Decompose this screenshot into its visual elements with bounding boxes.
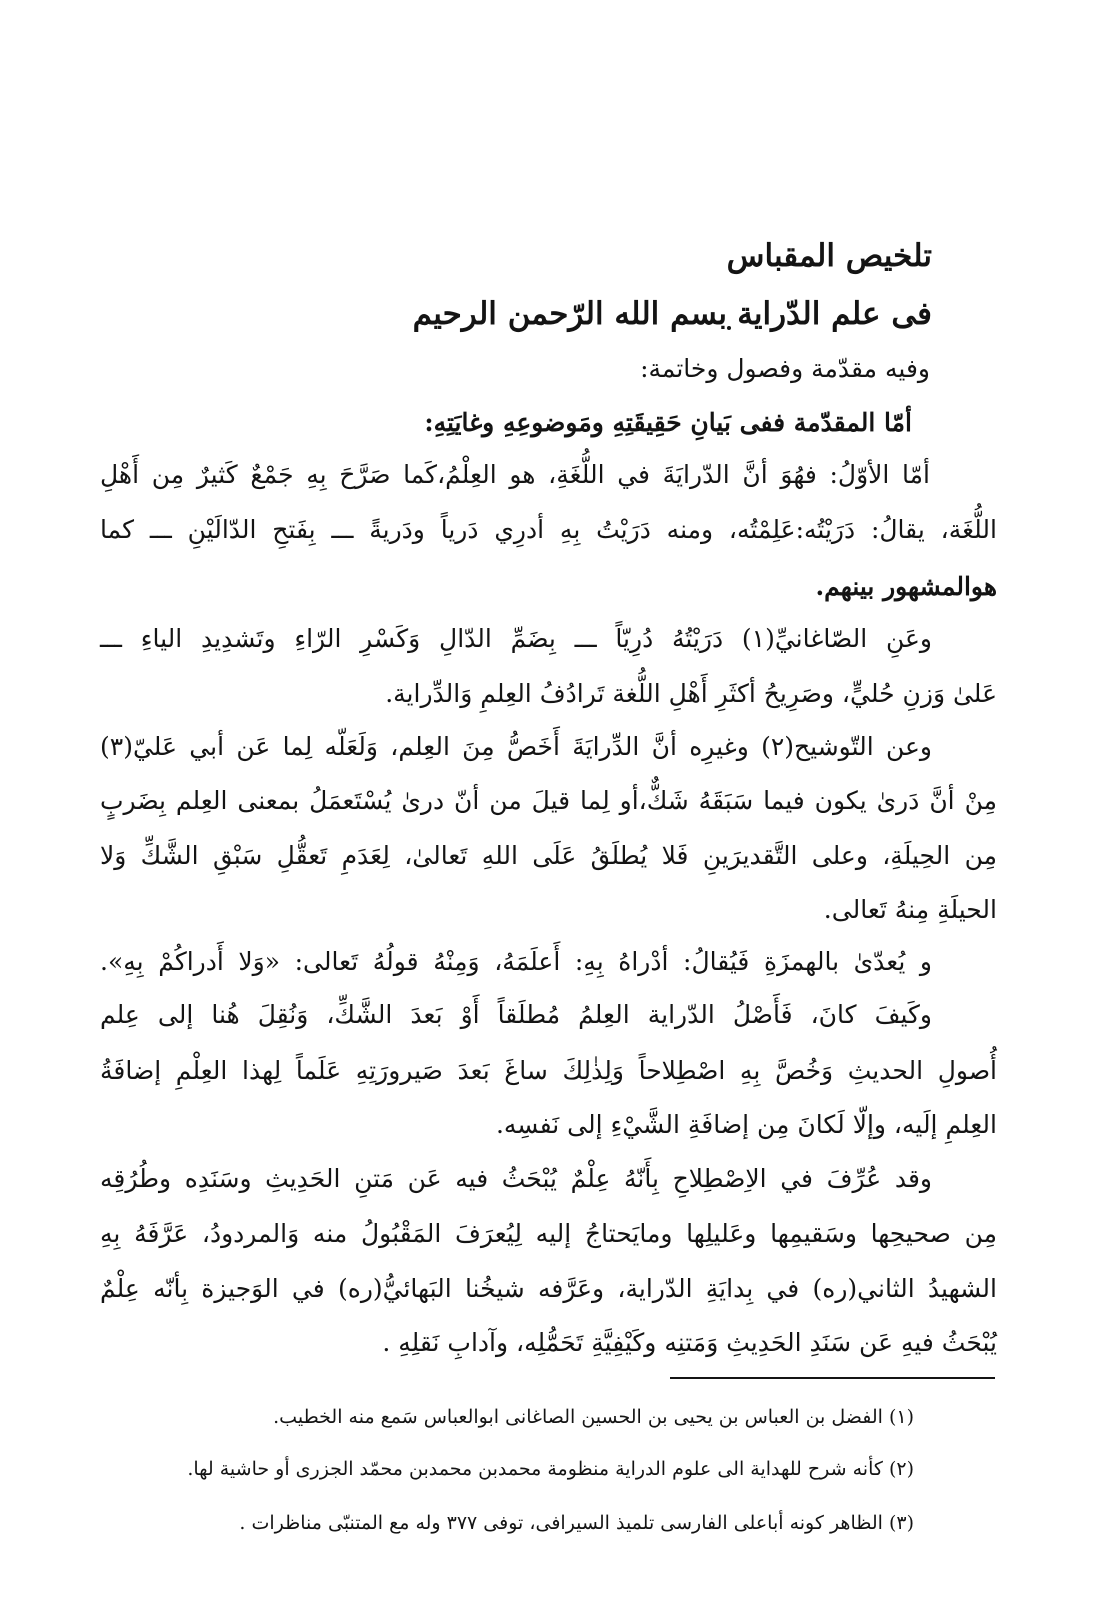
paragraph-line: أمّا الأوّلُ: فهُوَ أنَّ الدّرايَةَ في اللُّغَةِ، هو العِلْمُ،كَما صَرَّحَ بِهِ جَمْعٌ كَثيرٌ مِن أَهْلِ — [100, 460, 931, 489]
paragraph-line: وعَنِ الصّاغانيِّ(١) دَرَيْتُهُ دُرِيّاً ـــ بِضَمِّ الدّالِ وَكَسْرِ الرّاءِ وتَشدِيدِ الياءِ ـــ — [100, 624, 932, 653]
paragraph-line: وعن التّوشيح(٢) وغيرِه أنَّ الدِّرايَةَ أَخَصُّ مِنَ العِلم، وَلَعَلّه لِما عَن أبي عَليّ(٣) — [100, 732, 932, 761]
paragraph-line: مِن الحِيلَةِ، وعلى التَّقديرَينِ فَلا يُطلَقُ عَلَى اللهِ تَعالىٰ، لِعَدَمِ تَعقُّلِ سَبْقِ الشَّكِّ وَلا — [100, 841, 997, 870]
footnote-2: (٢) كأنه شرح للهداية الى علوم الدراية منظومة محمدبن محمدبن محمّد الجزرى أو حاشية لها. — [187, 1458, 914, 1480]
paragraph-line: و يُعدّىٰ بالهمزَةِ فَيُقالُ: أدْراهُ بِهِ: أَعلَمَهُ، وَمِنْهُ قولُهُ تَعالى: «وَلا أَدراكُمْ بِهِ». — [100, 947, 932, 976]
book-title: تلخيص المقباس — [726, 238, 932, 274]
paragraph-line: اللُّغَة، يقالُ: دَرَيْتُه:عَلِمْتُه، ومنه دَرَيْتُ بِهِ أدرِي دَرياً ودَريةً ـــ بِفَتحِ الدّالَيْنِ ـــ كما — [100, 515, 997, 544]
basmala: بسم الله الرّحمن الرحيم — [412, 296, 727, 332]
footnote-divider — [670, 1377, 995, 1379]
paragraph-line: يُبْحَثُ فيهِ عَن سَنَدِ الحَدِيثِ وَمَتنِه وكَيْفِيَّةِ تَحَمُّلِه، وآدابِ نَقلِهِ . — [382, 1328, 997, 1357]
footnote-3: (٣) الظاهر كونه أباعلى الفارسى تلميذ السيرافى، توفى ٣٧٧ وله مع المتنبّى مناظرات . — [239, 1512, 914, 1534]
separator-dot — [727, 326, 731, 330]
paragraph-line: عَلىٰ وَزنِ حُليٍّ، وصَرِيحُ أكثَرِ أَهْلِ اللُّغة تَرادُفُ العِلمِ وَالدِّراية. — [385, 679, 997, 708]
paragraph-line: العِلمِ إلَيه، وإلّا لَكانَ مِن إضافَةِ الشَّيْءِ إلى نَفسِه. — [495, 1110, 997, 1139]
paragraph-line: الحيلَةِ مِنهُ تَعالى. — [823, 895, 997, 924]
paragraph-line: وكَيفَ كانَ، فَأَصْلُ الدّراية العِلمُ مُطلَقاً أَوْ بَعدَ الشَّكِّ، وَنُقِلَ هُنا إلى عِلم — [100, 1000, 932, 1029]
paragraph-line: مِن صحيحِها وسَقيمِها وعَليلِها ومايَحتاجُ إليه لِيُعرَفَ المَقْبُولُ منه وَالمردودُ، عَرَّفَهُ بِهِ — [100, 1219, 997, 1248]
intro-line: وفيه مقدّمة وفصول وخاتمة: — [640, 354, 930, 383]
paragraph-line: هوالمشهور بينهم. — [815, 572, 997, 601]
section-heading: أمّا المقدّمة ففى بَيانِ حَقِيقَتِهِ ومَوضوعِهِ وغايَتِهِ: — [424, 408, 912, 437]
paragraph-line: مِنْ أنَّ دَرىٰ يكون فيما سَبَقَهُ شَكٌّ،أو لِما قيلَ من أنّ درىٰ يُسْتَعمَلُ بمعنى العِلم بِضَربٍ — [100, 786, 997, 815]
paragraph-line: وقد عُرِّفَ في الاِصْطِلاحِ بِأَنّهُ عِلْمٌ يُبْحَثُ فيه عَن مَتنِ الحَدِيثِ وسَنَدِه وطُرُقِه — [100, 1164, 932, 1193]
paragraph-line: أُصولِ الحديثِ وَخُصَّ بِهِ اصْطِلاحاً وَلِذٰلِكَ ساغَ بَعدَ صَيرورَتِهِ عَلَماً لِهذا العِلْمِ إضافَةُ — [100, 1056, 997, 1085]
paragraph-line: الشهيدُ الثاني(ره) في بِدايَةِ الدّراية، وعَرَّفه شيخُنا البَهائيُّ(ره) في الوَجيزة بِأنّه عِلْمٌ — [100, 1274, 997, 1303]
book-subtitle: فى علم الدّراية — [737, 296, 932, 332]
footnote-1: (١) الفضل بن العباس بن يحيى بن الحسين الصاغانى ابوالعباس سَمع منه الخطيب. — [273, 1406, 914, 1428]
